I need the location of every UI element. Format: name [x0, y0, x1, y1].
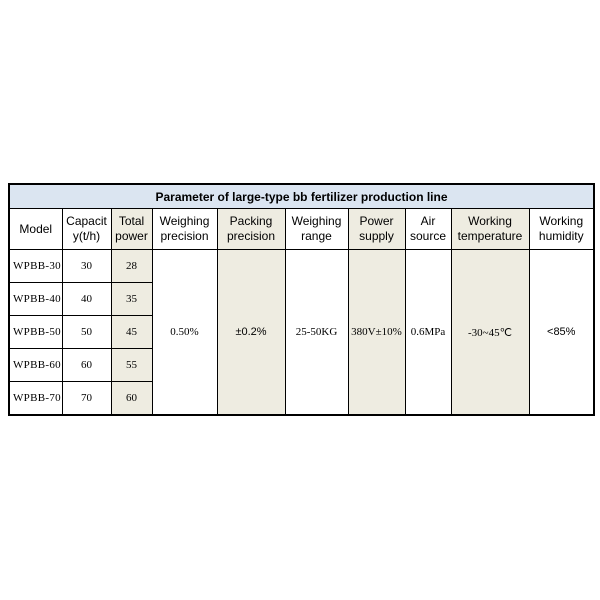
header-capacity-line2: y(t/h) [72, 229, 101, 243]
header-weighing-precision [152, 209, 217, 250]
header-working-humidity-line1: Working [539, 214, 584, 228]
capacity-cell: 50 [62, 316, 111, 349]
capacity-cell: 60 [62, 349, 111, 382]
working-humidity-value: <85% [529, 250, 594, 416]
table-title: Parameter of large-type bb fertilizer production line [9, 184, 594, 209]
header-working-temperature-line1: Working [468, 214, 512, 228]
header-weighing-range [285, 209, 348, 250]
parameter-table [8, 183, 595, 416]
capacity-cell: 70 [62, 382, 111, 416]
power-supply-value: 380V±10% [348, 250, 405, 416]
header-working-temperature [451, 209, 529, 250]
header-power-supply [348, 209, 405, 250]
header-packing-precision-line2: precision [226, 229, 276, 243]
weighing-range-value: 25-50KG [285, 250, 348, 416]
header-total-power [111, 209, 152, 250]
model-cell: WPBB-40 [9, 283, 62, 316]
header-power-supply-line1: Power [359, 214, 394, 228]
model-cell: WPBB-50 [9, 316, 62, 349]
header-model [9, 209, 62, 250]
header-power-line2: power [115, 229, 148, 243]
power-cell: 45 [111, 316, 152, 349]
header-weighing-range-line1: Weighing [291, 214, 342, 228]
model-cell: WPBB-30 [9, 250, 62, 283]
air-source-value: 0.6MPa [405, 250, 451, 416]
header-working-humidity [529, 209, 594, 250]
capacity-cell: 40 [62, 283, 111, 316]
power-cell: 55 [111, 349, 152, 382]
table-row [9, 250, 594, 283]
header-air-source [405, 209, 451, 250]
parameter-table-container [8, 183, 593, 414]
model-cell: WPBB-60 [9, 349, 62, 382]
header-power-supply-line2: supply [359, 229, 394, 243]
power-cell: 60 [111, 382, 152, 416]
header-packing-precision [217, 209, 285, 250]
weighing-precision-value: 0.50% [152, 250, 217, 416]
power-cell: 28 [111, 250, 152, 283]
header-capacity [62, 209, 111, 250]
model-cell: WPBB-70 [9, 382, 62, 416]
capacity-cell: 30 [62, 250, 111, 283]
header-weighing-range-line2: range [301, 229, 332, 243]
header-weighing-precision-line2: precision [160, 229, 209, 243]
header-weighing-precision-line1: Weighing [159, 214, 210, 228]
packing-precision-value: ±0.2% [217, 250, 285, 416]
header-working-temperature-line2: temperature [457, 229, 523, 243]
header-air-source-line1: Air [420, 214, 436, 228]
header-row [9, 209, 594, 250]
working-temperature-value: -30~45℃ [451, 250, 529, 416]
power-cell: 35 [111, 283, 152, 316]
header-capacity-line1: Capacit [66, 214, 107, 228]
header-working-humidity-line2: humidity [538, 229, 584, 243]
header-power-line1: Total [118, 214, 145, 228]
header-packing-precision-line1: Packing [229, 214, 273, 228]
header-air-source-line2: source [409, 229, 447, 243]
header-model-label: Model [19, 221, 53, 236]
